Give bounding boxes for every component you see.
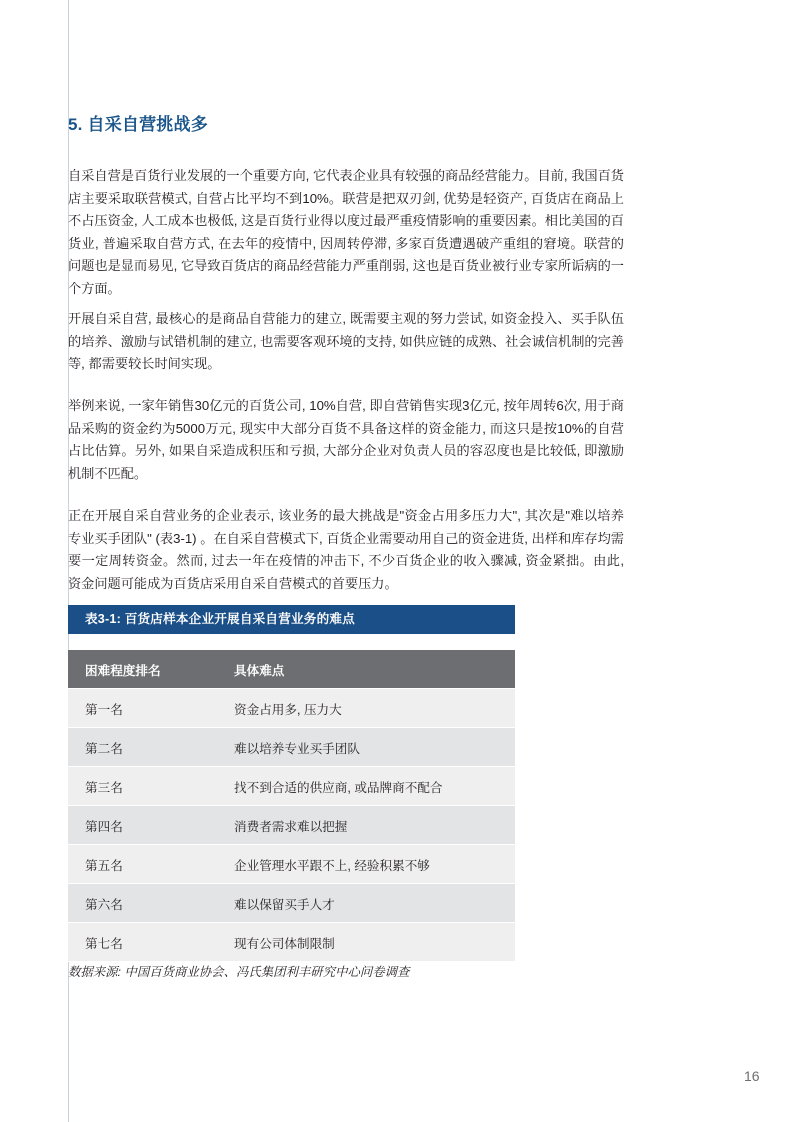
table-source-note: 数据来源: 中国百货商业协会、冯氏集团利丰研究中心问卷调查: [68, 965, 410, 979]
body-paragraph: 自采自营是百货行业发展的一个重要方向, 它代表企业具有较强的商品经营能力。目前, 我国百货店主要采取联营模式, 自营占比平均不到10%。联营是把双刃剑, 优势是轻资产, 百货店在商品上不占压资金, 人工成本也极低, 这是百货行业得以度过最严重疫情影响的重要因素。相比美国的百货业, 普遍采取自营方式, 在去年的疫情中, 因周转停滞, 多家百货遭遇破产重组的窘境。联营的问题也是显而易见, 它导致百货店的商品经营能力严重削弱, 这也是百货业被行业专家所诟病的一个方面。: [68, 168, 624, 296]
page-content: [68, 0, 760, 1122]
table-cell-difficulty: 找不到合适的供应商, 或品牌商不配合: [217, 767, 515, 806]
table-cell-rank: 第三名: [68, 767, 217, 806]
table-header-row: [68, 650, 515, 689]
table-cell-difficulty: 消费者需求难以把握: [217, 806, 515, 845]
table-cell-difficulty: 企业管理水平跟不上, 经验积累不够: [217, 845, 515, 884]
page-number: 16: [744, 1068, 760, 1084]
table-row: [68, 767, 515, 806]
body-paragraph: 举例来说, 一家年销售30亿元的百货公司, 10%自营, 即自营销售实现3亿元, 按年周转6次, 用于商品采购的资金约为5000万元, 现实中大部分百货不具备这样的资金能力, 而这只是按10%的自营占比估算。另外, 如果自采造成积压和亏损, 大部分企业对负责人员的容忍度也是比较低, 即激励机制不匹配。: [68, 398, 624, 481]
difficulty-ranking-table: [68, 650, 515, 962]
body-paragraph: 正在开展自采自营业务的企业表示, 该业务的最大挑战是"资金占用多压力大", 其次是"难以培养专业买手团队" (表3-1) 。在自采自营模式下, 百货企业需要动用自己的资金进货, 出样和库存均需要一定周转资金。然而, 过去一年在疫情的冲击下, 不少百货企业的收入骤减, 资金紧拙。由此, 资金问题可能成为百货店采用自采自营模式的首要压力。: [68, 508, 624, 591]
table-cell-rank: 第二名: [68, 728, 217, 767]
table-header-cell: 具体难点: [217, 650, 515, 689]
table-cell-difficulty: 资金占用多, 压力大: [217, 689, 515, 728]
table-cell-difficulty: 难以保留买手人才: [217, 884, 515, 923]
table-row: [68, 806, 515, 845]
table-header-cell: 困难程度排名: [68, 650, 217, 689]
table-cell-rank: 第五名: [68, 845, 217, 884]
table-cell-rank: 第七名: [68, 923, 217, 962]
table-cell-rank: 第六名: [68, 884, 217, 923]
body-paragraph: 开展自采自营, 最核心的是商品自营能力的建立, 既需要主观的努力尝试, 如资金投入、买手队伍的培养、激励与试错机制的建立, 也需要客观环境的支持, 如供应链的成熟、社会诚信机制的完善等, 都需要较长时间实现。: [68, 311, 624, 372]
table-row: [68, 689, 515, 728]
table-cell-rank: 第一名: [68, 689, 217, 728]
table-caption: 表3-1: 百货店样本企业开展自采自营业务的难点: [68, 605, 515, 634]
table-cell-rank: 第四名: [68, 806, 217, 845]
section-heading: 5. 自采自营挑战多: [68, 115, 208, 134]
table-cell-difficulty: 难以培养专业买手团队: [217, 728, 515, 767]
table-cell-difficulty: 现有公司体制限制: [217, 923, 515, 962]
table-row: [68, 845, 515, 884]
table-row: [68, 884, 515, 923]
table-row: [68, 923, 515, 962]
table-row: [68, 728, 515, 767]
